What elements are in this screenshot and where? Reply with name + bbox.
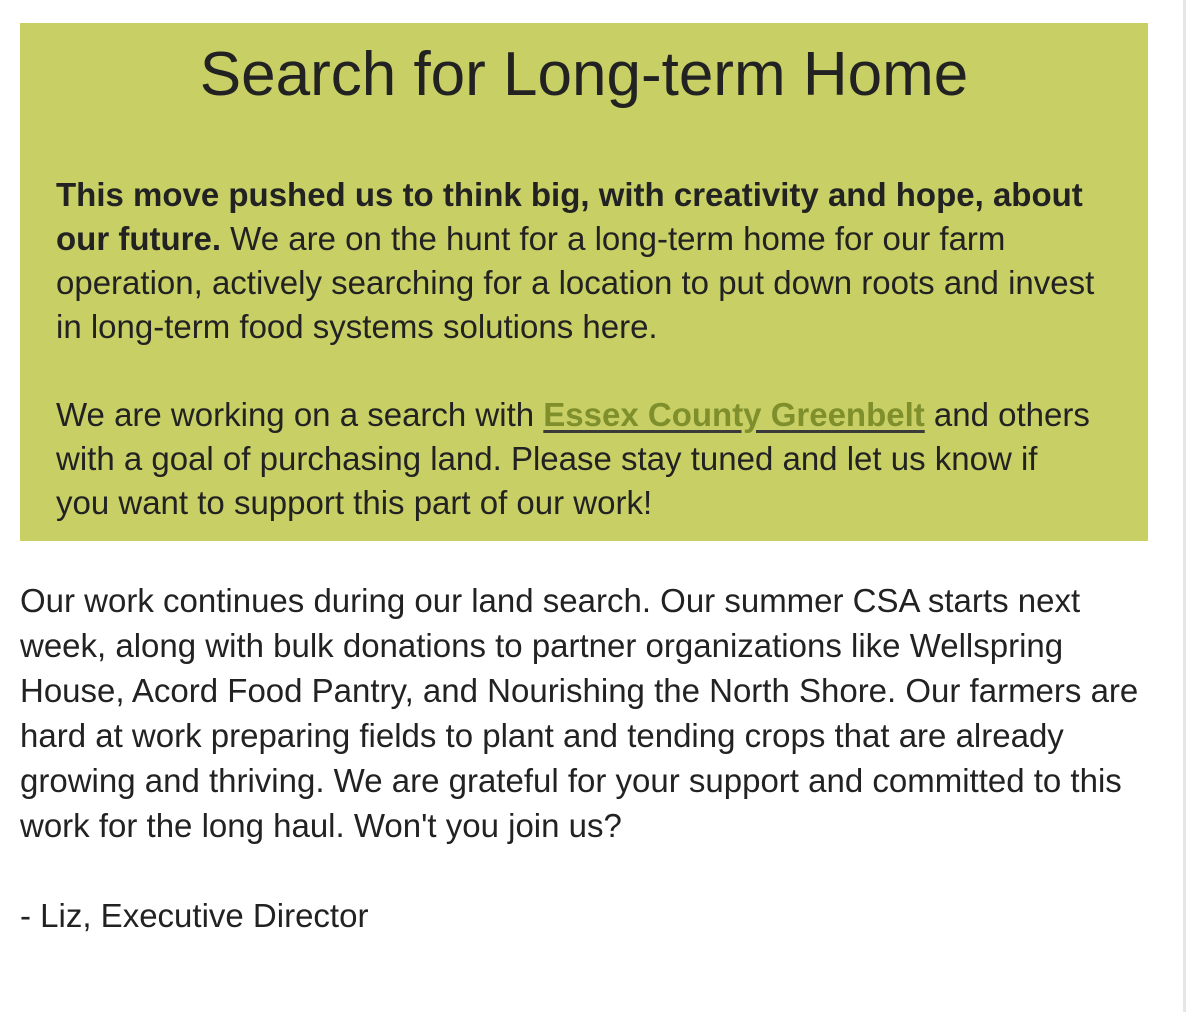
- long-term-home-callout: [20, 23, 1148, 541]
- signature: - Liz, Executive Director: [20, 897, 369, 934]
- callout-paragraph-1-bold: This move pushed us to think big, with creativity and hope, about our future.: [56, 176, 1083, 257]
- essex-county-greenbelt-link[interactable]: Essex County Greenbelt: [543, 396, 925, 433]
- callout-body: [56, 173, 1096, 525]
- callout-paragraph-1: [56, 173, 1096, 349]
- callout-paragraph-2-after: and others with a goal of purchasing land. Please stay tuned and let us know if you want to support this part of our work!: [56, 396, 1090, 521]
- callout-title: Search for Long-term Home: [199, 40, 969, 109]
- callout-paragraph-2-before: We are working on a search with: [56, 396, 544, 433]
- callout-paragraph-1-text: We are on the hunt for a long-term home for our farm operation, actively searching for a location to put down roots and invest in long-term food systems solutions here.: [56, 220, 1095, 345]
- callout-paragraph-2: [56, 393, 1096, 525]
- body-paragraph: Our work continues during our land search. Our summer CSA starts next week, along with bulk donations to partner organizations like Wellspring House, Acord Food Pantry, and Nourishing the North Shore. Our farmers are hard at work preparing fields to plant and tending crops that are already growing and thriving. We are grateful for your support and committed to this work for the long haul. Won't you join us?: [20, 582, 1139, 844]
- main-body: [20, 578, 1160, 938]
